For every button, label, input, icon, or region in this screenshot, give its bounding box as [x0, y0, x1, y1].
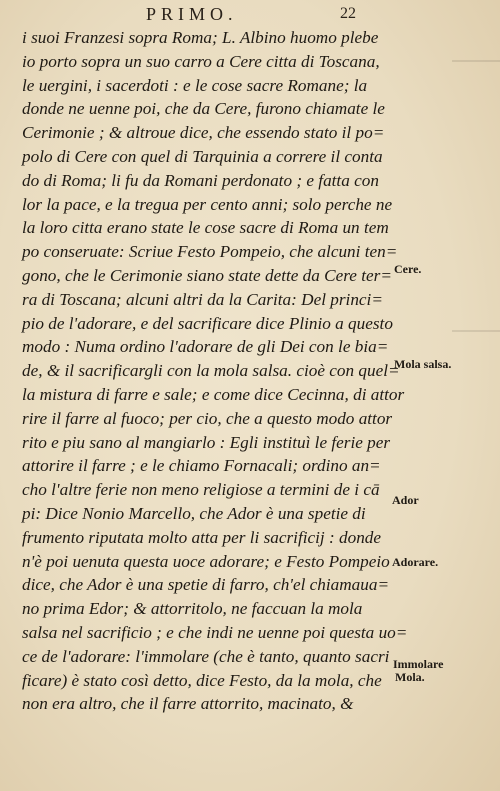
text-line: dice, che Ador è una spetie di farro, ch'el chiamaua=	[22, 575, 390, 595]
show-through-mark	[452, 330, 500, 332]
running-title: PRIMO.	[146, 4, 238, 24]
running-header	[0, 4, 500, 26]
text-line: ce de l'adorare: l'immolare (che è tanto, quanto sacri	[22, 646, 390, 666]
text-line: polo di Cere con quel di Tarquinia a correre il conta	[22, 146, 383, 166]
text-line: non era altro, che il farre attorrito, macinato, &	[22, 694, 354, 714]
text-line: io porto sopra un suo carro a Cere citta di Toscana,	[22, 51, 380, 71]
margin-note-cere: Cere.	[394, 262, 422, 276]
text-line: frumento riputata molto atta per li sacrificij : donde	[22, 527, 382, 547]
text-line: po conseruate: Scriue Festo Pompeio, che alcuni ten=	[22, 242, 398, 262]
margin-note-mola-salsa: Mola salsa.	[394, 357, 452, 371]
text-line: la mistura di farre e sale; e come dice Cecinna, di attor	[22, 384, 405, 404]
text-line: ficare) è stato così detto, dice Festo, da la mola, che	[22, 670, 382, 690]
margin-note-ador: Ador	[392, 493, 419, 507]
main-text-block	[22, 26, 408, 716]
show-through-mark	[452, 60, 500, 62]
text-line: ra di Toscana; alcuni altri da la Carita: Del princi=	[22, 289, 383, 309]
text-line: i suoi Franzesi sopra Roma; L. Albino huomo plebe	[22, 28, 379, 47]
text-line: la loro citta erano state le cose sacre di Roma un tem	[22, 218, 389, 238]
text-line: rire il farre al fuoco; per cio, che a questo modo attor	[22, 408, 393, 428]
margin-note-mola: Mola.	[395, 670, 425, 684]
text-line: donde ne uenne poi, che da Cere, furono chiamate le	[22, 99, 385, 119]
text-line: pio de l'adorare, e del sacrificare dice Plinio a questo	[22, 313, 393, 333]
text-line: modo : Numa ordino l'adorare de gli Dei con le bia=	[22, 337, 389, 357]
text-line: le uergini, i sacerdoti : e le cose sacre Romane; la	[22, 75, 368, 95]
text-line: attorire il farre ; e le chiamo Fornacali; ordino an=	[22, 456, 381, 476]
text-line: pi: Dice Nonio Marcello, che Ador è una spetie di	[22, 503, 366, 523]
margin-note-immolare: Immolare	[393, 657, 444, 671]
text-line: lor la pace, e la tregua per cento anni; solo perche ne	[22, 194, 393, 214]
text-line: de, & il sacrificargli con la mola salsa. cioè con quel=	[22, 361, 400, 381]
margin-note-adorare: Adorare.	[392, 555, 439, 569]
text-line: do di Roma; li fu da Romani perdonato ; e fatta con	[22, 170, 379, 190]
text-line: rito e piu sano al mangiarlo : Egli instituì le ferie per	[22, 432, 391, 452]
text-line: n'è poi uenuta questa uoce adorare; e Festo Pompeio	[22, 551, 390, 571]
text-line: salsa nel sacrificio ; e che indi ne uenne poi questa uo=	[22, 622, 408, 642]
page-number: 22	[340, 5, 356, 22]
text-line: cho l'altre ferie non meno religiose a termini de i cā	[22, 480, 380, 500]
text-line: gono, che le Cerimonie siano state dette da Cere ter=	[22, 265, 392, 285]
text-line: Cerimonie ; & altroue dice, che essendo stato il po=	[22, 123, 385, 143]
text-line: no prima Edor; & attorritolo, ne faccuan la mola	[22, 599, 363, 619]
